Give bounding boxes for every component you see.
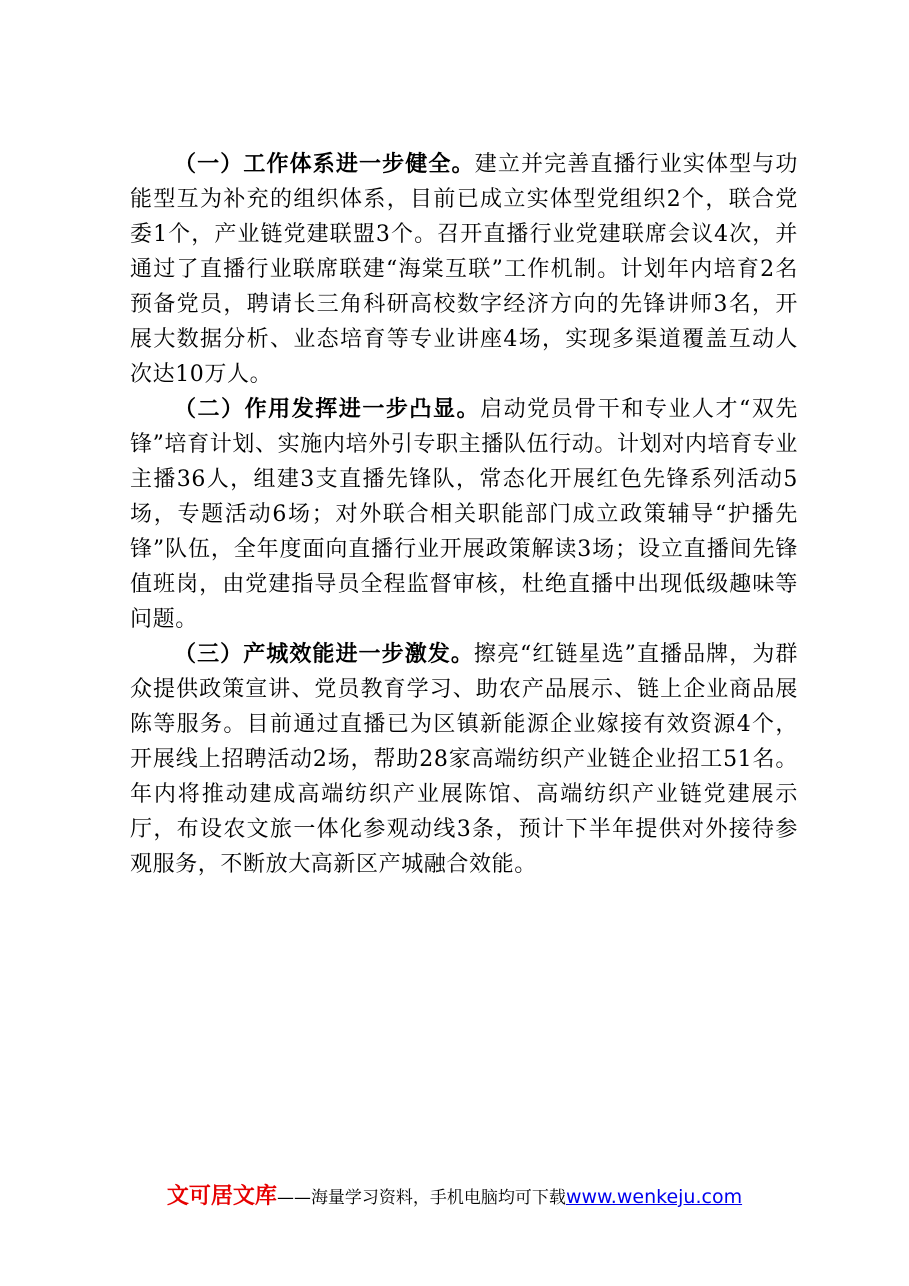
paragraph-role-play (130, 392, 798, 637)
paragraph-heading: （三）产城效能进一步激发。 (174, 641, 474, 667)
footer-dash: —— (276, 1188, 311, 1208)
paragraph-city-efficiency (130, 637, 798, 882)
footer-banner (0, 1182, 909, 1213)
footer-brand: 文可居文库 (166, 1184, 277, 1209)
paragraph-heading: （二）作用发挥进一步凸显。 (174, 396, 481, 422)
paragraph-text: 启动党员骨干和专业人才“双先锋”培育计划、实施内培外引专职主播队伍行动。计划对内培育专业主播36人，组建3支直播先锋队，常态化开展红色先锋系列活动5场，专题活动6场；对外联合相关职能部门成立政策辅导“护播先锋”队伍，全年度面向直播行业开展政策解读3场；设立直播间先锋值班岗，由党建指导员全程监督审核，杜绝直播中出现低级趣味等问题。 (130, 397, 798, 632)
footer-slogan: 海量学习资料，手机电脑均可下载 (310, 1188, 566, 1208)
paragraph-heading: （一）工作体系进一步健全。 (174, 151, 475, 177)
paragraph-work-system (130, 147, 798, 392)
paragraph-text: 建立并完善直播行业实体型与功能型互为补充的组织体系，目前已成立实体型党组织2个，联合党委1个，产业链党建联盟3个。召开直播行业党建联席会议4次，并通过了直播行业联席联建“海棠互联”工作机制。计划年内培育2名预备党员，聘请长三角科研高校数字经济方向的先锋讲师3名，开展大数据分析、业态培育等专业讲座4场，实现多渠道覆盖互动人次达10万人。 (130, 152, 798, 387)
paragraph-text: 擦亮“红链星选”直播品牌，为群众提供政策宣讲、党员教育学习、助农产品展示、链上企业商品展陈等服务。目前通过直播已为区镇新能源企业嫁接有效资源4个，开展线上招聘活动2场，帮助28家高端纺织产业链企业招工51名。年内将推动建成高端纺织产业展陈馆、高端纺织产业链党建展示厅，布设农文旅一体化参观动线3条，预计下半年提供对外接待参观服务，不断放大高新区产城融合效能。 (130, 642, 798, 877)
footer-url-link[interactable]: www.wenkeju.com (565, 1186, 743, 1208)
document-body (130, 147, 798, 882)
